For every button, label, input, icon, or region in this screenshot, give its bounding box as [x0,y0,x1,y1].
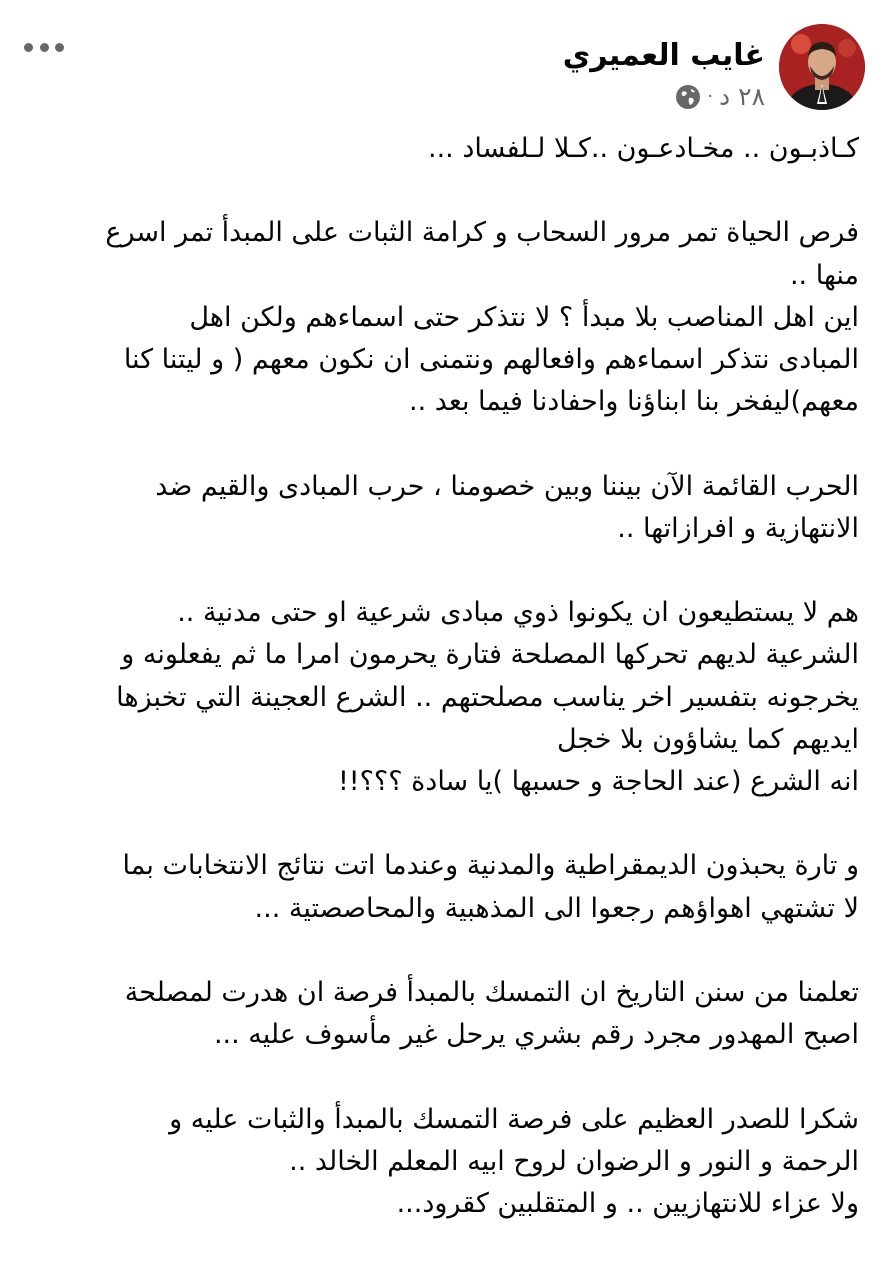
paragraph-gap [24,930,859,972]
post-text-line: كـاذبـون .. مخـادعـون ..كـلا لـلفساد ... [428,133,859,164]
paragraph-gap [24,550,859,592]
post-time[interactable]: ٢٨ د [719,82,765,111]
post-text-line: الرحمة و النور و الرضوان لروح ابيه المعلم الخالد .. [289,1145,859,1177]
post-text-line: و تارة يحبذون الديمقراطية والمدنية وعندما اتت نتائج الانتخابات بما [122,850,859,882]
paragraph-gap [24,170,859,212]
paragraph-gap [24,1056,859,1098]
post-text-line: ولا عزاء للانتهازيين .. و المتقلبين كقرود... [396,1187,859,1219]
post-text-line: اصبح المهدور مجرد رقم بشري يرحل غير مأسوف عليه ... [213,1019,859,1051]
post-text-line: لا تشتهي اهواؤهم رجعوا الى المذهبية والمحاصصتية ... [254,892,859,924]
post-meta [675,82,765,112]
post-text-line: يخرجونه بتفسير اخر يناسب مصلحتهم .. الشرع العجينة التي تخبزها [116,681,859,713]
post-text-line: الحرب القائمة الآن بيننا وبين خصومنا ، حرب المبادى والقيم ضد [155,470,859,502]
post-text-line: شكرا للصدر العظيم على فرصة التمسك بالمبدأ والثبات عليه و [169,1103,859,1135]
paragraph-gap [24,803,859,845]
post-text-line: معهم)ليفخر بنا ابناؤنا واحفادنا فيما بعد .. [409,386,859,418]
post-body [24,128,859,1225]
post-text-line: هم لا يستطيعون ان يكونوا ذوي مبادى شرعية او حتى مدنية .. [177,597,859,629]
post-text-line: الانتهازية و افرازاتها .. [617,512,859,544]
avatar-image [779,24,865,110]
post-text-line: انه الشرع (عند الحاجة و حسبها )يا سادة ؟؟؟!! [337,766,859,797]
paragraph-gap [24,423,859,465]
author-avatar[interactable] [779,24,865,110]
globe-icon [675,84,701,110]
post-text-line: فرص الحياة تمر مرور السحاب و كرامة الثبات على المبدأ تمر اسرع [105,217,859,249]
post-text-line: منها .. [789,259,859,291]
more-options-icon[interactable] [24,32,64,62]
post-text-line: المبادى نتذكر اسماءهم وافعالهم ونتمنى ان نكون معهم ( و ليتنا كنا [123,344,859,375]
post-text-line: تعلمنا من سنن التاريخ ان التمسك بالمبدأ فرصة ان هدرت لمصلحة [124,976,859,1008]
post-header [24,24,865,114]
author-name[interactable]: غايب العميري [562,38,765,73]
post-text-line: الشرعية لديهم تحركها المصلحة فتارة يحرمون امرا ما ثم يفعلونه و [121,639,859,671]
meta-separator: · [707,86,714,107]
post-text-line: اين اهل المناصب بلا مبدأ ؟ لا نتذكر حتى اسماءهم ولكن اهل [189,301,859,333]
post-text-line: ايديهم كما يشاؤون بلا خجل [556,723,859,755]
